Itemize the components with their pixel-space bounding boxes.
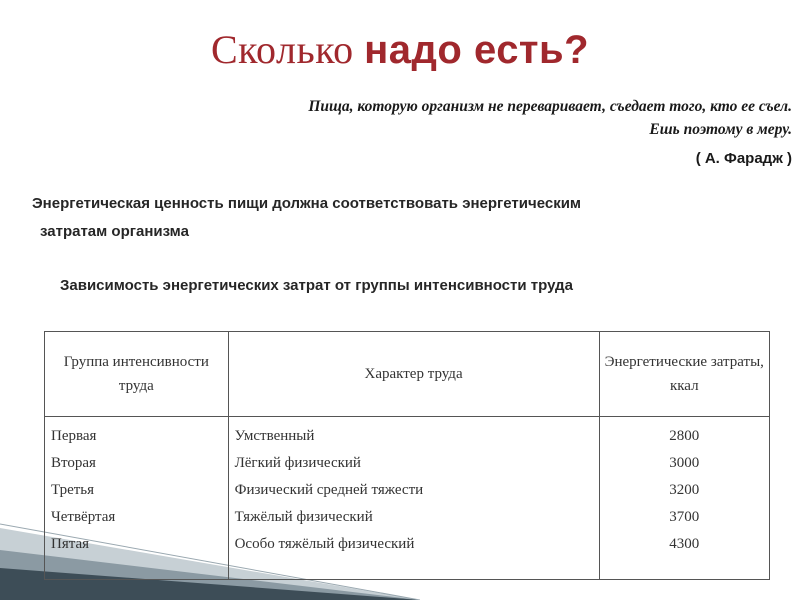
epigraph — [308, 95, 792, 141]
energy-item: 2800 — [669, 428, 700, 444]
intro-paragraph — [32, 190, 792, 246]
table-body-row — [45, 417, 770, 580]
header-energy: Энергетические затраты, ккал — [599, 332, 769, 417]
table-heading: Зависимость энергетических затрат от группы интенсивности труда — [60, 277, 573, 294]
title-part-2: надо есть? — [364, 28, 590, 72]
group-cell — [45, 417, 229, 580]
energy-item: 4300 — [669, 536, 700, 552]
epigraph-author: ( А. Фарадж ) — [695, 150, 792, 167]
work-cell — [228, 417, 599, 580]
group-item: Вторая — [51, 455, 96, 471]
header-work: Характер труда — [228, 332, 599, 417]
work-item: Умственный — [234, 428, 315, 444]
energy-item: 3200 — [669, 482, 700, 498]
energy-item: 3000 — [669, 455, 700, 471]
work-item: Физический средней тяжести — [234, 482, 424, 498]
energy-table — [44, 331, 770, 580]
title-part-1: Сколько — [210, 27, 365, 72]
epigraph-line-2: Ешь поэтому в меру. — [649, 121, 792, 138]
group-item: Пятая — [51, 536, 90, 552]
table-header-row — [45, 332, 770, 417]
paragraph-line-2: затратам организма — [40, 223, 189, 240]
group-item: Четвёртая — [51, 509, 116, 525]
group-item: Третья — [51, 482, 95, 498]
slide-title — [0, 26, 800, 73]
energy-item: 3700 — [669, 509, 700, 525]
group-item: Первая — [51, 428, 97, 444]
epigraph-line-1: Пища, которую организм не переваривает, съедает того, кто ее съел. — [308, 98, 792, 115]
header-group: Группа интенсивности труда — [45, 332, 229, 417]
energy-cell — [599, 417, 769, 580]
work-item: Тяжёлый физический — [234, 509, 373, 525]
paragraph-line-1: Энергетическая ценность пищи должна соответствовать энергетическим — [32, 195, 582, 212]
work-item: Особо тяжёлый физический — [234, 536, 415, 552]
work-item: Лёгкий физический — [234, 455, 361, 471]
